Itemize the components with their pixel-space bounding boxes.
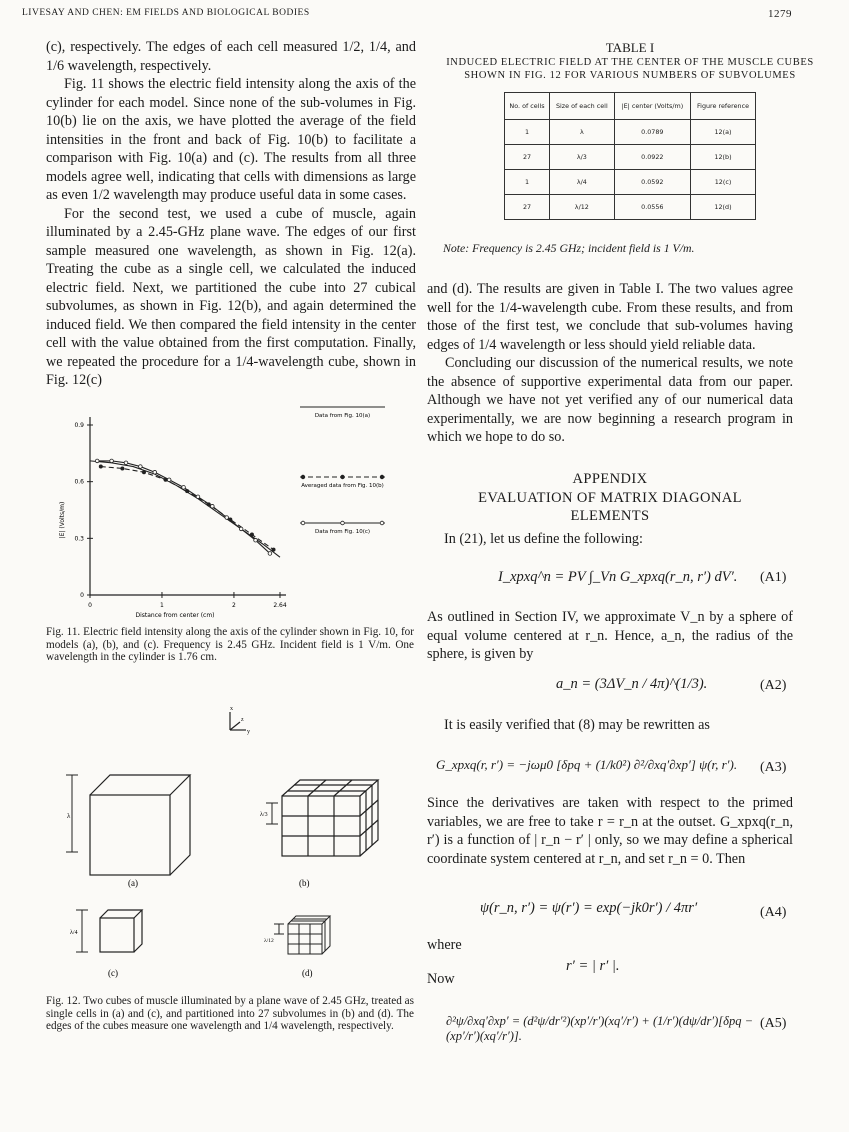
- legend-marker: [301, 475, 305, 479]
- fig12-caption: Fig. 12. Two cubes of muscle illuminated by a plane wave of 2.45 GHz, treated as single cells in (a) and (c), and partitioned into 27 subvolumes in (b) and (d). The edges of the cubes measure one wavelength and 1/4 wavelength, respectively.: [46, 995, 414, 1032]
- axis-x-label: x: [230, 706, 233, 712]
- data-point: [95, 459, 99, 463]
- paragraph: It is easily verified that (8) may be rewritten as: [444, 717, 710, 733]
- dim-marker-b: [266, 803, 278, 824]
- series-line: [97, 461, 270, 554]
- table-row: [505, 170, 756, 195]
- y-tick-label: 0.6: [74, 478, 84, 486]
- table-row: [505, 120, 756, 145]
- right-column-text: [427, 280, 793, 447]
- table-header-cell: No. of cells: [505, 93, 550, 120]
- table-cell: 1: [505, 170, 550, 195]
- data-point: [268, 552, 272, 556]
- equation-number: (A3): [760, 760, 787, 775]
- data-point: [250, 533, 253, 536]
- equation-rprime: r′ = | r′ |.: [566, 958, 620, 974]
- legend-marker: [380, 521, 384, 525]
- appendix-intro: In (21), let us define the following:: [444, 531, 643, 547]
- table-row: [505, 145, 756, 170]
- paragraph: Since the derivatives are taken with respect to the primed variables, we are free to take r = r_n at the outset. G_xpxq(r_n, r′) is a function of | r_n − r′ | only, so we may define a spherical coordinate system centered at r_n, and set r_n = 0. Then: [427, 795, 793, 867]
- table-subtitle-line: SHOWN IN FIG. 12 FOR VARIOUS NUMBERS OF SUBVOLUMES: [464, 70, 796, 81]
- left-column-text: [46, 38, 416, 390]
- data-point: [182, 486, 186, 490]
- legend-marker: [341, 521, 345, 525]
- data-point: [110, 459, 114, 463]
- x-tick-label: 0: [88, 602, 92, 609]
- y-axis-label: |E| (Volts/m): [59, 501, 66, 539]
- equation-a5: ∂²ψ/∂xq′∂xp′ = (d²ψ/dr′²)(xp′/r′)(xq′/r′) + (1/r′)(dψ/dr′)[δpq − (xp′/r′)(xq′/r′)].: [446, 1014, 754, 1043]
- equation-a3: G_xpxq(r, r′) = −jωμ0 [δpq + (1/k0²) ∂²/∂xq′∂xp′] ψ(r, r′).: [436, 757, 738, 772]
- data-point: [99, 465, 102, 468]
- appendix-subtitle: EVALUATION OF MATRIX DIAGONAL: [478, 490, 742, 506]
- data-point: [211, 504, 215, 508]
- appendix-title: APPENDIX: [572, 471, 648, 487]
- table-title: TABLE I: [605, 40, 655, 55]
- label-b: (b): [299, 878, 310, 888]
- table-cell: 0.0592: [614, 170, 690, 195]
- paragraph: As outlined in Section IV, we approximate V_n by a sphere of equal volume centered at r_n. Hence, a_n, the radius of the sphere, is given by: [427, 609, 793, 662]
- running-title: LIVESAY AND CHEN: EM FIELDS AND BIOLOGICAL BODIES: [22, 8, 310, 18]
- table-header-cell: Size of each cell: [550, 93, 615, 120]
- page-number: 1279: [768, 8, 792, 20]
- dim-label-a: λ: [67, 812, 71, 820]
- legend-marker: [301, 521, 305, 525]
- data-point: [196, 495, 200, 499]
- fig11-chart: [50, 395, 422, 620]
- legend-label: Data from Fig. 10(a): [314, 413, 371, 419]
- label-d: (d): [302, 968, 313, 978]
- x-tick-label: 2.64: [273, 602, 287, 609]
- equation-a4: ψ(r_n, r′) = ψ(r′) = exp(−jk0r′) / 4πr′: [480, 900, 698, 916]
- text-now: Now: [427, 971, 455, 987]
- paragraph: For the second test, we used a cube of muscle, again illuminated by a 2.45-GHz plane wave. The edges of our first sample measured one wavelength, as shown in Fig. 12(a). Treating the cube as a single cell, we calculated the induced electric field. Next, we partitioned the cube into 27 cubical subvolumes, as shown in Fig. 12(b), and again determined the induced field. We then compared the field intensity in the center cell with the value obtained from the first computation. Finally, we repeated the procedure for a 1/4-wavelength cube, shown in Fig. 12(c): [46, 205, 416, 388]
- dim-label-d: λ/12: [264, 938, 274, 944]
- cube-b: [282, 780, 378, 856]
- table-cell: 0.0922: [614, 145, 690, 170]
- data-point: [167, 478, 171, 482]
- table-cell: 0.0556: [614, 195, 690, 220]
- data-point: [239, 527, 243, 531]
- data-point: [225, 516, 229, 520]
- axis-z-label: z: [241, 717, 244, 723]
- cube-d: [288, 916, 330, 954]
- data-point: [121, 467, 124, 470]
- table-cell: 12(c): [691, 170, 756, 195]
- paragraph: (c), respectively. The edges of each cell measured 1/2, 1/4, and 1/6 wavelength, respectively.: [46, 39, 416, 74]
- text-where: where: [427, 937, 462, 953]
- y-tick-label: 0.3: [74, 535, 84, 543]
- axis-y-label: y: [247, 729, 250, 735]
- table-cell: λ: [550, 120, 615, 145]
- dim-label-b: λ/3: [260, 812, 268, 818]
- data-point: [153, 470, 157, 474]
- paragraph: Fig. 11 shows the electric field intensity along the axis of the cylinder for each model. Since none of the sub-volumes in Fig. 10(b) lie on the axis, we have plotted the average of the field intensities in the front and back of Fig. 10(b) to facilitate a comparison with Fig. 10(a) and (c). The results from all three models agree well, indicating that cells with dimensions as large as even 1/2 wavelength may produce useful data in some cases.: [46, 76, 416, 203]
- legend-marker: [341, 475, 345, 479]
- table-cell: 0.0789: [614, 120, 690, 145]
- equation-a2: a_n = (3ΔV_n / 4π)^(1/3).: [556, 676, 708, 692]
- table-subtitle: [430, 56, 830, 82]
- legend-label: Data from Fig. 10(c): [314, 529, 371, 535]
- dim-marker-d: [274, 924, 284, 934]
- appendix-subtitle: ELEMENTS: [570, 508, 650, 524]
- fig11-caption: Fig. 11. Electric field intensity along the axis of the cylinder shown in Fig. 10, for models (a), (b), and (c). Frequency is 2.45 GHz. Incident field is 1 V/m. One wavelength in the cylinder is 1.76 cm.: [46, 626, 414, 663]
- data-point: [124, 461, 128, 465]
- equation-number: (A1): [760, 570, 787, 585]
- paragraph: and (d). The results are given in Table I. The two values agree well for the 1/4-wavelength cube. From these results, and from those of the first test, we conclude that sub-volumes having edges of 1/4 wavelength or less should yield reliable data.: [427, 281, 793, 353]
- series-line: [90, 461, 280, 557]
- label-c: (c): [108, 968, 118, 978]
- label-a: (a): [128, 878, 138, 888]
- cube-a: [90, 775, 190, 875]
- equation-number: (A4): [760, 905, 787, 920]
- table-header-row: [505, 93, 756, 120]
- table-header-cell: Figure reference: [691, 93, 756, 120]
- table-cell: 27: [505, 145, 550, 170]
- x-tick-label: 1: [160, 602, 164, 609]
- x-tick-label: 2: [232, 602, 236, 609]
- legend-marker: [380, 475, 384, 479]
- y-tick-label: 0.9: [74, 422, 84, 429]
- dim-label-c: λ/4: [70, 930, 78, 936]
- data-point: [142, 471, 145, 474]
- y-tick-label: 0: [80, 592, 84, 599]
- table-cell: 12(d): [691, 195, 756, 220]
- table-cell: λ/12: [550, 195, 615, 220]
- table-note: Note: Frequency is 2.45 GHz; incident field is 1 V/m.: [443, 241, 695, 255]
- table-subtitle-line: INDUCED ELECTRIC FIELD AT THE CENTER OF THE MUSCLE CUBES: [446, 57, 814, 68]
- fig12-cubes: [50, 700, 420, 990]
- series-line: [101, 467, 274, 550]
- cube-c: [100, 910, 142, 952]
- data-point: [272, 548, 275, 551]
- table-cell: 12(a): [691, 120, 756, 145]
- equation-number: (A2): [760, 678, 787, 693]
- table-cell: 12(b): [691, 145, 756, 170]
- equation-number: (A5): [760, 1016, 787, 1031]
- table-1: [504, 92, 756, 220]
- table-header-cell: |E| center (Volts/m): [614, 93, 690, 120]
- x-axis-label: Distance from center (cm): [135, 612, 215, 619]
- legend-label: Averaged data from Fig. 10(b): [301, 483, 384, 489]
- table-cell: λ/4: [550, 170, 615, 195]
- data-point: [254, 538, 258, 542]
- dim-marker-c: [76, 910, 88, 952]
- table-cell: λ/3: [550, 145, 615, 170]
- equation-a1: I_xpxq^n = PV ∫_Vn G_xpxq(r_n, r′) dV′.: [498, 569, 738, 585]
- paragraph: Concluding our discussion of the numerical results, we note the absence of supportive experimental data from our paper. Although we have not yet verified any of our numerical data experimentally, we are now beginning a research program in which we hope to do so.: [427, 355, 793, 445]
- table-row: [505, 195, 756, 220]
- table-cell: 1: [505, 120, 550, 145]
- table-cell: 27: [505, 195, 550, 220]
- data-point: [139, 465, 143, 469]
